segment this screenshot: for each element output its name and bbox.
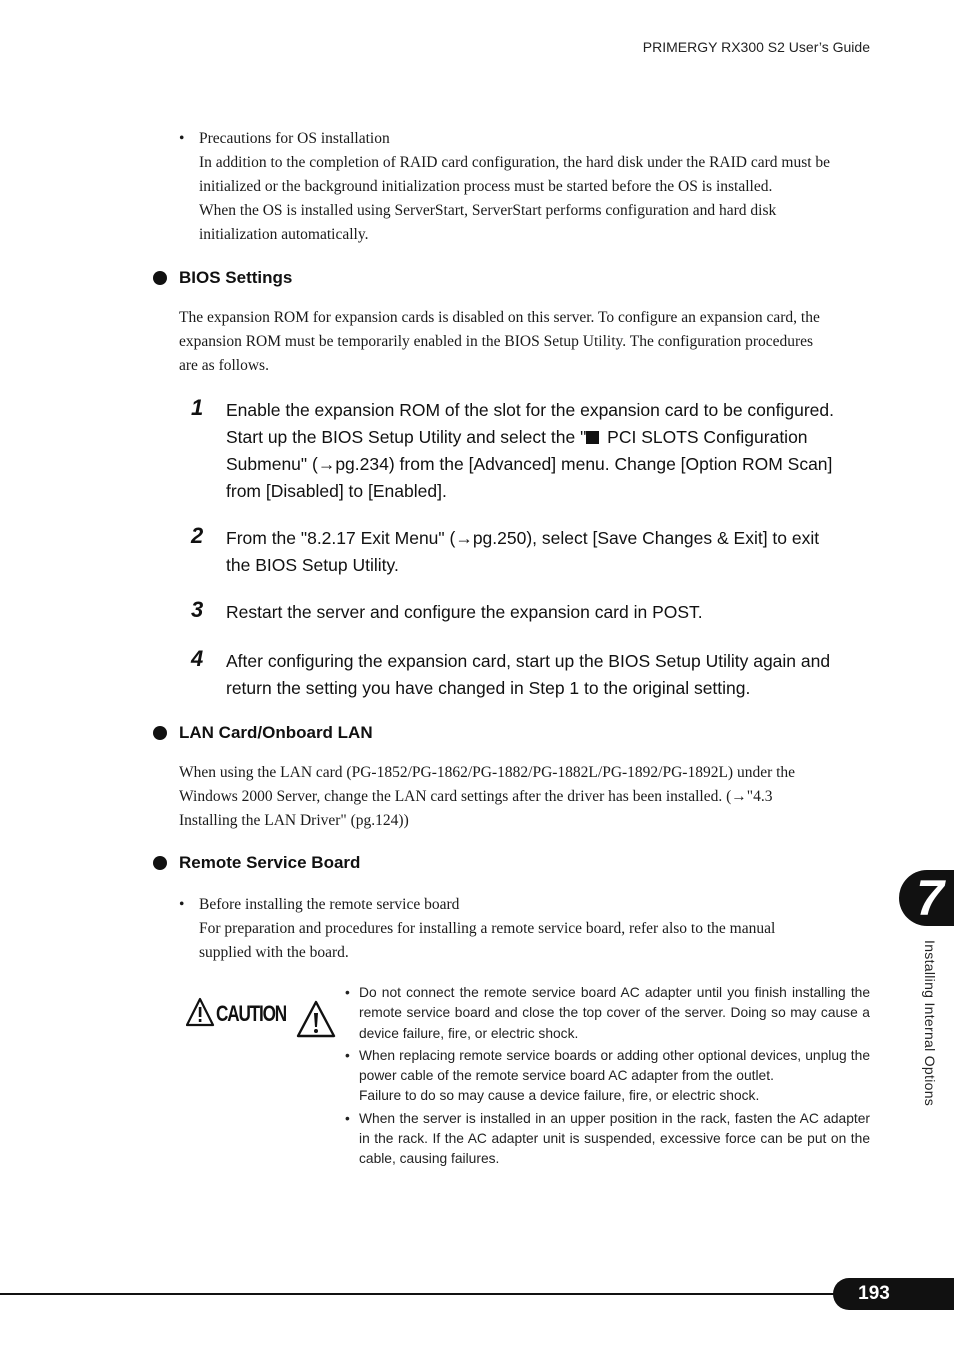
lan-heading xyxy=(153,723,373,743)
rsb-heading-text: Remote Service Board xyxy=(179,853,361,872)
bios-settings-heading xyxy=(153,268,292,288)
step-4-text xyxy=(226,648,876,702)
lan-line: Installing the LAN Driver" (pg.124)) xyxy=(179,812,409,829)
lan-line: When using the LAN card (PG-1852/PG-1862/PG-1882/PG-1882L/PG-1892/PG-1892L) under the xyxy=(179,764,796,781)
caution-label-graphic xyxy=(186,997,286,1031)
rsb-title: Before installing the remote service board xyxy=(199,896,460,913)
step-line: return the setting you have changed in Step 1 to the original setting. xyxy=(226,678,751,698)
os-precautions-block xyxy=(199,127,879,247)
caution-item-text: Do not connect the remote service board AC adapter until you finish installing the remote service board and close the top cover of the server. Doing so may cause a device failure, fire, or electric shock. xyxy=(359,985,870,1041)
caution-item-text: When replacing remote service boards or adding other optional devices, unplug the power cable of the remote service board AC adapter from the outlet. xyxy=(359,1047,870,1084)
section-bullet-icon xyxy=(153,856,167,870)
caution-item xyxy=(345,1046,870,1107)
lan-line: Windows 2000 Server, change the LAN card settings after the driver has been installed. (→"4.3 xyxy=(179,788,773,805)
step-line: Enable the expansion ROM of the slot for the expansion card to be configured. xyxy=(226,400,835,420)
os-precautions-bullet: • xyxy=(179,130,185,147)
step-line: After configuring the expansion card, start up the BIOS Setup Utility again and xyxy=(226,651,831,671)
lan-paragraph xyxy=(179,761,879,833)
black-square-icon xyxy=(586,431,599,444)
caution-bullet: • xyxy=(345,1047,350,1063)
step-line: From the "8.2.17 Exit Menu" (→pg.250), select [Save Changes & Exit] to exit xyxy=(226,528,820,548)
chapter-number: 7 xyxy=(916,870,944,926)
rsb-line: supplied with the board. xyxy=(199,944,349,961)
step-2-text xyxy=(226,525,876,579)
rsb-line: For preparation and procedures for installing a remote service board, refer also to the manual xyxy=(199,920,776,937)
step-3-text xyxy=(226,599,876,626)
footer-rule xyxy=(0,1293,840,1295)
step-line: Restart the server and configure the expansion card in POST. xyxy=(226,602,703,622)
step-number: 2 xyxy=(191,523,204,548)
step-number: 3 xyxy=(191,597,204,622)
bios-intro-line: are as follows. xyxy=(179,357,269,374)
lan-heading-text: LAN Card/Onboard LAN xyxy=(179,723,373,742)
rsb-bullet: • xyxy=(179,896,185,913)
caution-bullet: • xyxy=(345,1110,350,1126)
warning-icon xyxy=(296,999,336,1039)
page-number: 193 xyxy=(858,1283,890,1304)
caution-list xyxy=(345,983,870,1172)
caution-item xyxy=(345,1109,870,1170)
os-precautions-line: initialized or the background initialization process must be started before the OS is installed. xyxy=(199,178,773,195)
bios-intro-paragraph xyxy=(179,306,879,378)
step-line-part: PCI SLOTS Configuration xyxy=(602,427,808,447)
step-line xyxy=(226,424,876,451)
os-precautions-line: In addition to the completion of RAID card configuration, the hard disk under the RAID card must be xyxy=(199,154,831,171)
step-line: Submenu" (→pg.234) from the [Advanced] menu. Change [Option ROM Scan] xyxy=(226,454,833,474)
section-bullet-icon xyxy=(153,271,167,285)
os-precautions-title: Precautions for OS installation xyxy=(199,130,390,147)
caution-item-text: When the server is installed in an upper position in the rack, fasten the AC adapter in the rack. If the AC adapter unit is suspended, excessive force can be put on the cable, causing failures. xyxy=(359,1110,870,1167)
caution-item-extra: Failure to do so may cause a device failure, fire, or electric shock. xyxy=(359,1088,760,1104)
rsb-block xyxy=(199,893,879,965)
running-header: PRIMERGY RX300 S2 User’s Guide xyxy=(642,39,870,55)
chapter-side-label: Installing Internal Options xyxy=(922,940,938,1107)
os-precautions-line: When the OS is installed using ServerStart, ServerStart performs configuration and hard disk xyxy=(199,202,777,219)
os-precautions-line: initialization automatically. xyxy=(199,226,369,243)
step-line: the BIOS Setup Utility. xyxy=(226,555,399,575)
step-line-part: Start up the BIOS Setup Utility and select the " xyxy=(226,427,587,447)
step-number: 4 xyxy=(191,646,204,671)
step-number: 1 xyxy=(191,395,204,420)
caution-label: CAUTION xyxy=(216,1001,286,1026)
section-bullet-icon xyxy=(153,726,167,740)
caution-bullet: • xyxy=(345,985,350,1000)
bios-intro-line: The expansion ROM for expansion cards is disabled on this server. To configure an expansion card, the xyxy=(179,309,820,326)
bios-heading-text: BIOS Settings xyxy=(179,268,293,287)
remote-service-board-heading xyxy=(153,853,360,873)
step-line: from [Disabled] to [Enabled]. xyxy=(226,481,447,501)
step-1-text xyxy=(226,397,876,505)
bios-intro-line: expansion ROM must be temporarily enabled in the BIOS Setup Utility. The configuration procedures xyxy=(179,333,814,350)
caution-item xyxy=(345,983,870,1044)
